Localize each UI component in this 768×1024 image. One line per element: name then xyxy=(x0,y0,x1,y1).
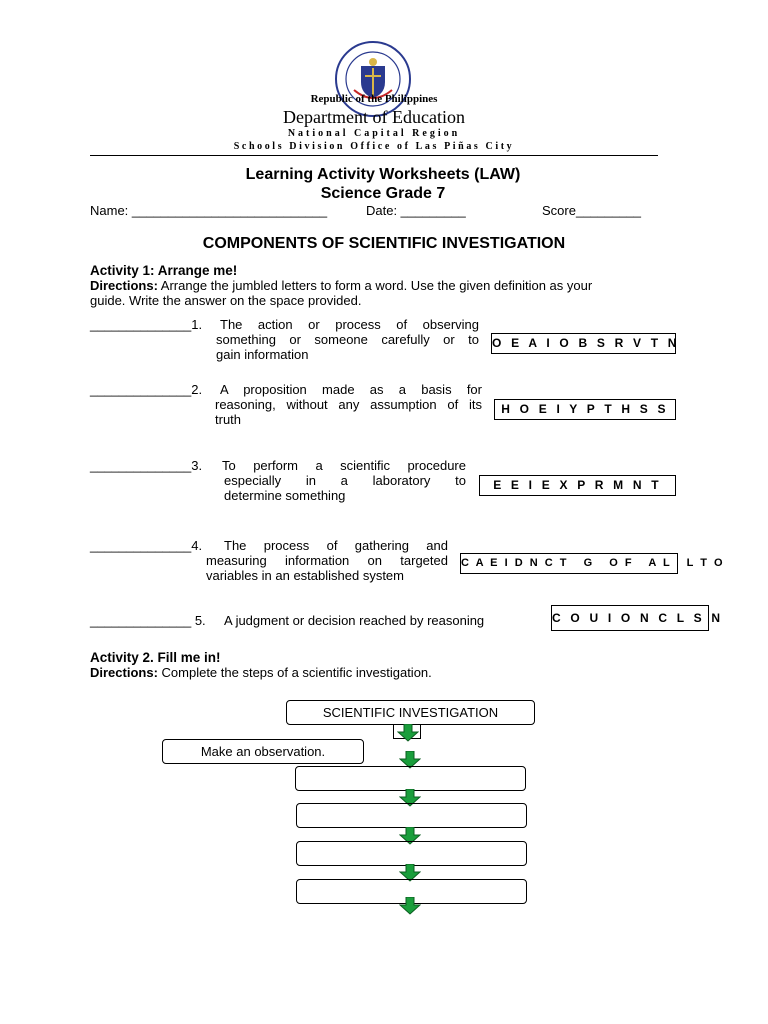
jumbled-word-1: O E A I O B S R V T N xyxy=(491,333,676,354)
worksheet-title: Learning Activity Worksheets (LAW) xyxy=(245,166,521,183)
directions-text-2: Complete the steps of a scientific investigation. xyxy=(157,665,432,680)
answer-blank-3[interactable]: ______________3. xyxy=(90,458,203,473)
activity2-directions xyxy=(90,665,690,680)
step-observation-box: Make an observation. xyxy=(162,739,364,764)
down-arrow-icon xyxy=(399,897,421,915)
region-heading: National Capital Region xyxy=(287,128,461,139)
directions-text-line1: Arrange the jumbled letters to form a word. Use the given definition as your xyxy=(157,278,593,293)
date-field[interactable]: Date: _________ xyxy=(366,203,466,218)
definition-2: A proposition made as a basis for reasoning, without any assumption of its truth xyxy=(215,382,482,427)
jumbled-word-4: C A E I D N C T G O F A L L T O xyxy=(460,553,678,574)
directions-text-line2: guide. Write the answer on the space provided. xyxy=(90,293,362,308)
answer-blank-2[interactable]: ______________2. xyxy=(90,382,203,397)
main-title: COMPONENTS OF SCIENTIFIC INVESTIGATION xyxy=(202,235,566,252)
answer-blank-1[interactable]: ______________1. xyxy=(90,317,203,332)
down-arrow-icon xyxy=(397,724,419,742)
jumbled-word-3: E E I E X P R M N T xyxy=(479,475,676,496)
activity1-heading: Activity 1: Arrange me! xyxy=(90,263,238,278)
step-input-box-2[interactable] xyxy=(296,803,527,828)
definition-3: To perform a scientific procedure especially in a laboratory to determine something xyxy=(222,458,466,503)
jumbled-word-2: H O E I Y P T H S S xyxy=(494,399,676,420)
score-field[interactable]: Score_________ xyxy=(542,203,642,218)
step-input-box-3[interactable] xyxy=(296,841,527,866)
definition-5: A judgment or decision reached by reasoning xyxy=(224,613,485,628)
activity1-directions xyxy=(90,278,690,308)
definition-1: The action or process of observing something or someone carefully or to gain information xyxy=(216,317,479,362)
step-input-box-1[interactable] xyxy=(295,766,526,791)
flowchart-title-box: SCIENTIFIC INVESTIGATION xyxy=(286,700,535,725)
division-heading: Schools Division Office of Las Piñas City xyxy=(233,141,515,152)
answer-blank-5[interactable]: ______________ 5. xyxy=(90,613,206,628)
directions-label-2: Directions: xyxy=(90,665,158,680)
header-divider xyxy=(90,155,658,156)
activity2-heading: Activity 2. Fill me in! xyxy=(90,650,221,665)
name-field[interactable]: Name: ___________________________ xyxy=(90,203,328,218)
worksheet-subject: Science Grade 7 xyxy=(320,185,446,202)
answer-blank-4[interactable]: ______________4. xyxy=(90,538,203,553)
definition-4: The process of gathering and measuring information on targeted variables in an established system xyxy=(206,538,448,583)
directions-label: Directions: xyxy=(90,278,158,293)
republic-heading: Republic of the Philippines xyxy=(310,93,438,105)
department-heading: Department of Education xyxy=(283,107,465,127)
jumbled-word-5: C O U I O N C L S N xyxy=(551,605,709,631)
